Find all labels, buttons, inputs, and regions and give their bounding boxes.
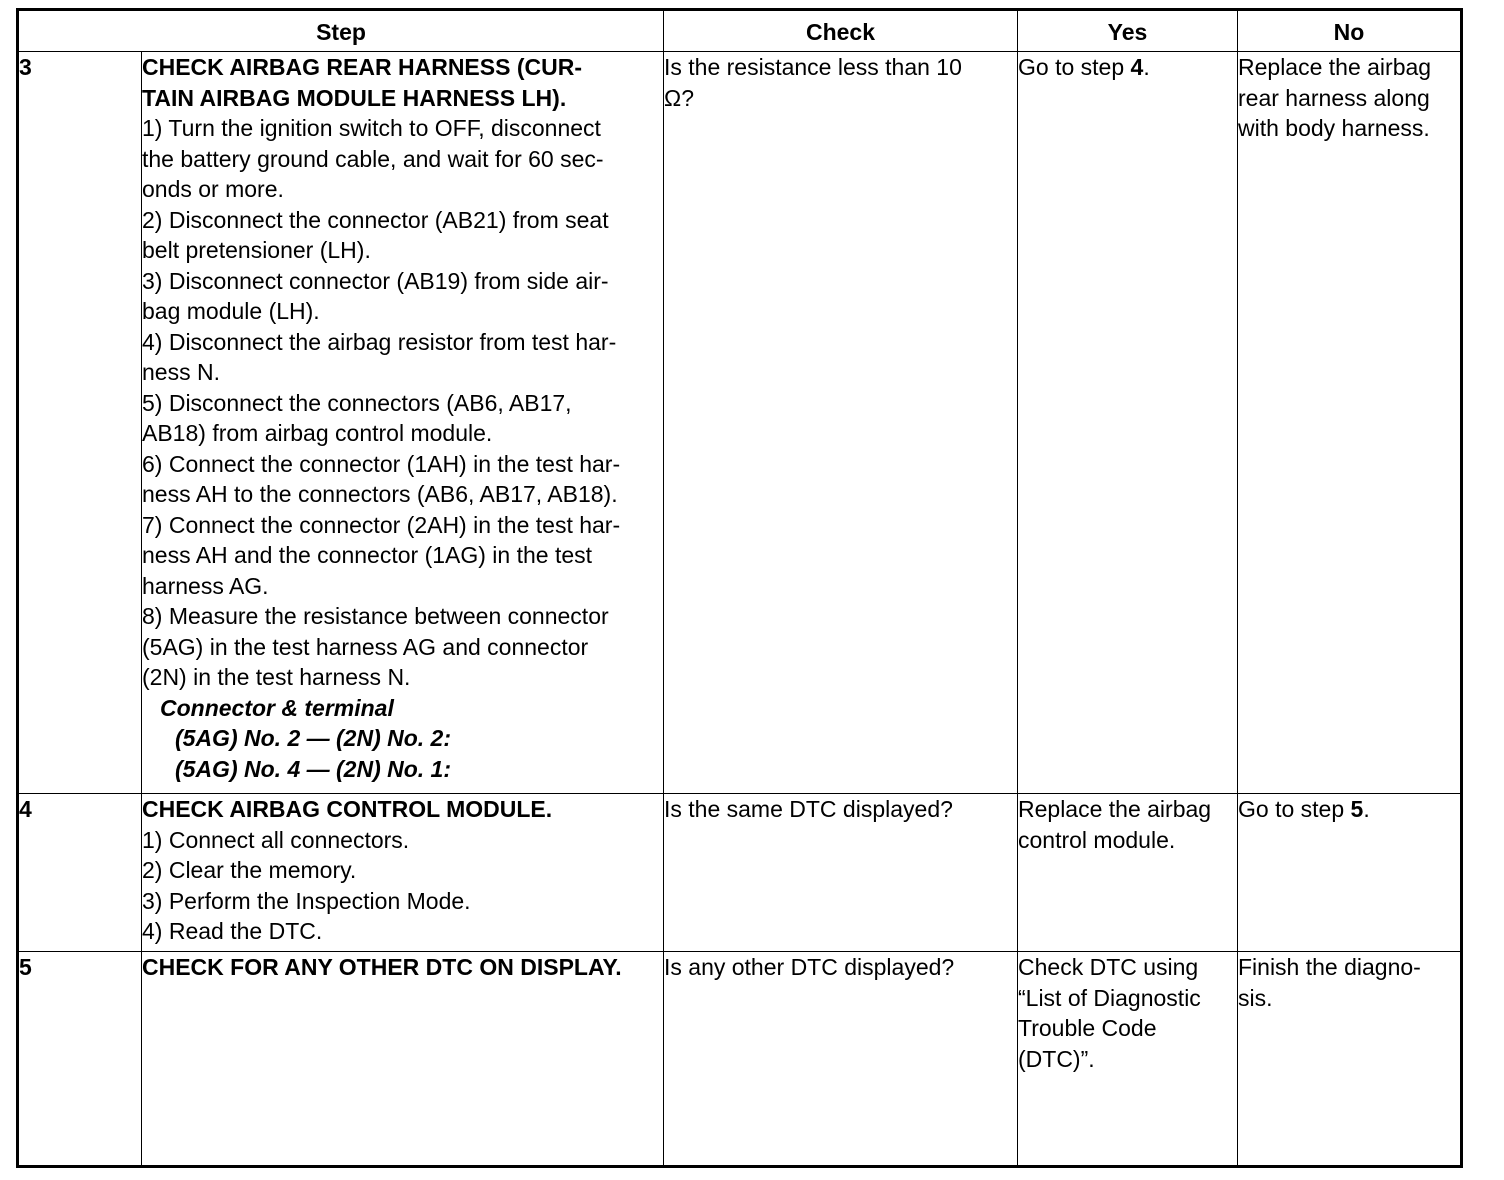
connector-terminal-value: (5AG) No. 4 — (2N) No. 1: bbox=[175, 755, 452, 782]
step-number: 4 bbox=[18, 794, 142, 952]
diagnostic-table bbox=[16, 8, 1463, 1168]
substep-line: 8) Measure the resistance between connector bbox=[142, 603, 609, 629]
yes-step-ref: 4 bbox=[1130, 54, 1144, 80]
substep-line: 4) Read the DTC. bbox=[142, 918, 323, 944]
no-text: Finish the diagno- bbox=[1238, 954, 1421, 980]
header-row bbox=[18, 10, 1462, 52]
substep-line: ness AH and the connector (1AG) in the test bbox=[142, 542, 593, 568]
yes-text: Go to step bbox=[1018, 54, 1131, 80]
check-text: Is any other DTC displayed? bbox=[664, 954, 955, 980]
step-number: 5 bbox=[18, 952, 142, 1167]
yes-cell bbox=[1018, 52, 1238, 794]
no-text: Replace the airbag bbox=[1238, 54, 1432, 80]
header-check: Check bbox=[664, 10, 1018, 52]
substep-line: 4) Disconnect the airbag resistor from test har- bbox=[142, 328, 617, 355]
substep-line: ness AH to the connectors (AB6, AB17, AB18). bbox=[142, 481, 618, 507]
table-row-step-3 bbox=[18, 52, 1462, 794]
check-cell bbox=[664, 952, 1018, 1167]
check-text: Is the same DTC displayed? bbox=[664, 796, 953, 822]
no-cell bbox=[1238, 952, 1462, 1167]
no-text-end: . bbox=[1363, 796, 1370, 822]
substep-line: 1) Turn the ignition switch to OFF, disconnect bbox=[142, 115, 601, 141]
no-step-ref: 5 bbox=[1350, 796, 1364, 822]
yes-cell bbox=[1018, 794, 1238, 952]
substep-line: 3) Perform the Inspection Mode. bbox=[142, 887, 471, 914]
substep-line: 5) Disconnect the connectors (AB6, AB17, bbox=[142, 389, 572, 416]
substep-line: 2) Disconnect the connector (AB21) from seat bbox=[142, 206, 609, 233]
no-text-cont: rear harness along bbox=[1238, 84, 1430, 111]
no-cell bbox=[1238, 794, 1462, 952]
substep-line: the battery ground cable, and wait for 60 sec- bbox=[142, 145, 604, 172]
step-number: 3 bbox=[18, 52, 142, 794]
table-row-step-4 bbox=[18, 794, 1462, 952]
substep-line: 1) Connect all connectors. bbox=[142, 826, 410, 853]
step-title: CHECK AIRBAG CONTROL MODULE. bbox=[142, 796, 553, 822]
no-cell bbox=[1238, 52, 1462, 794]
substep-line: 2) Clear the memory. bbox=[142, 857, 357, 883]
yes-text-cont: “List of Diagnostic bbox=[1018, 984, 1201, 1011]
substep-line: (2N) in the test harness N. bbox=[142, 664, 411, 690]
header-no: No bbox=[1238, 10, 1462, 52]
substep-line: ness N. bbox=[142, 359, 220, 385]
header-step: Step bbox=[18, 10, 664, 52]
no-text-cont: with body harness. bbox=[1238, 115, 1430, 141]
substep-line: 6) Connect the connector (1AH) in the test har- bbox=[142, 450, 621, 477]
substep-line: 3) Disconnect connector (AB19) from side air- bbox=[142, 267, 609, 294]
substep-line: onds or more. bbox=[142, 176, 284, 202]
step-title-cont: TAIN AIRBAG MODULE HARNESS LH). bbox=[142, 84, 567, 111]
substep-line: bag module (LH). bbox=[142, 298, 320, 324]
yes-text-cont: control module. bbox=[1018, 826, 1176, 853]
substep-line: AB18) from airbag control module. bbox=[142, 420, 493, 446]
step-content bbox=[142, 952, 664, 1167]
header-yes: Yes bbox=[1018, 10, 1238, 52]
connector-terminal-label: Connector & terminal bbox=[160, 694, 394, 721]
yes-text: Check DTC using bbox=[1018, 954, 1199, 980]
step-title: CHECK AIRBAG REAR HARNESS (CUR- bbox=[142, 54, 582, 80]
check-text-cont: Ω? bbox=[664, 84, 694, 111]
no-text: Go to step bbox=[1238, 796, 1351, 822]
connector-terminal-value: (5AG) No. 2 — (2N) No. 2: bbox=[175, 725, 452, 751]
no-text-cont: sis. bbox=[1238, 984, 1273, 1011]
yes-cell bbox=[1018, 952, 1238, 1167]
step-content bbox=[142, 52, 664, 794]
check-cell bbox=[664, 794, 1018, 952]
step-content bbox=[142, 794, 664, 952]
yes-text: Replace the airbag bbox=[1018, 796, 1212, 822]
yes-text-cont: (DTC)”. bbox=[1018, 1045, 1095, 1072]
table-row-step-5 bbox=[18, 952, 1462, 1167]
substep-line: harness AG. bbox=[142, 572, 269, 599]
check-text: Is the resistance less than 10 bbox=[664, 54, 962, 80]
yes-text-cont: Trouble Code bbox=[1018, 1015, 1157, 1041]
substep-line: belt pretensioner (LH). bbox=[142, 237, 371, 263]
yes-text-end: . bbox=[1143, 54, 1150, 80]
step-title: CHECK FOR ANY OTHER DTC ON DISPLAY. bbox=[142, 954, 622, 980]
substep-line: (5AG) in the test harness AG and connector bbox=[142, 633, 589, 660]
check-cell bbox=[664, 52, 1018, 794]
substep-line: 7) Connect the connector (2AH) in the test har- bbox=[142, 511, 621, 538]
